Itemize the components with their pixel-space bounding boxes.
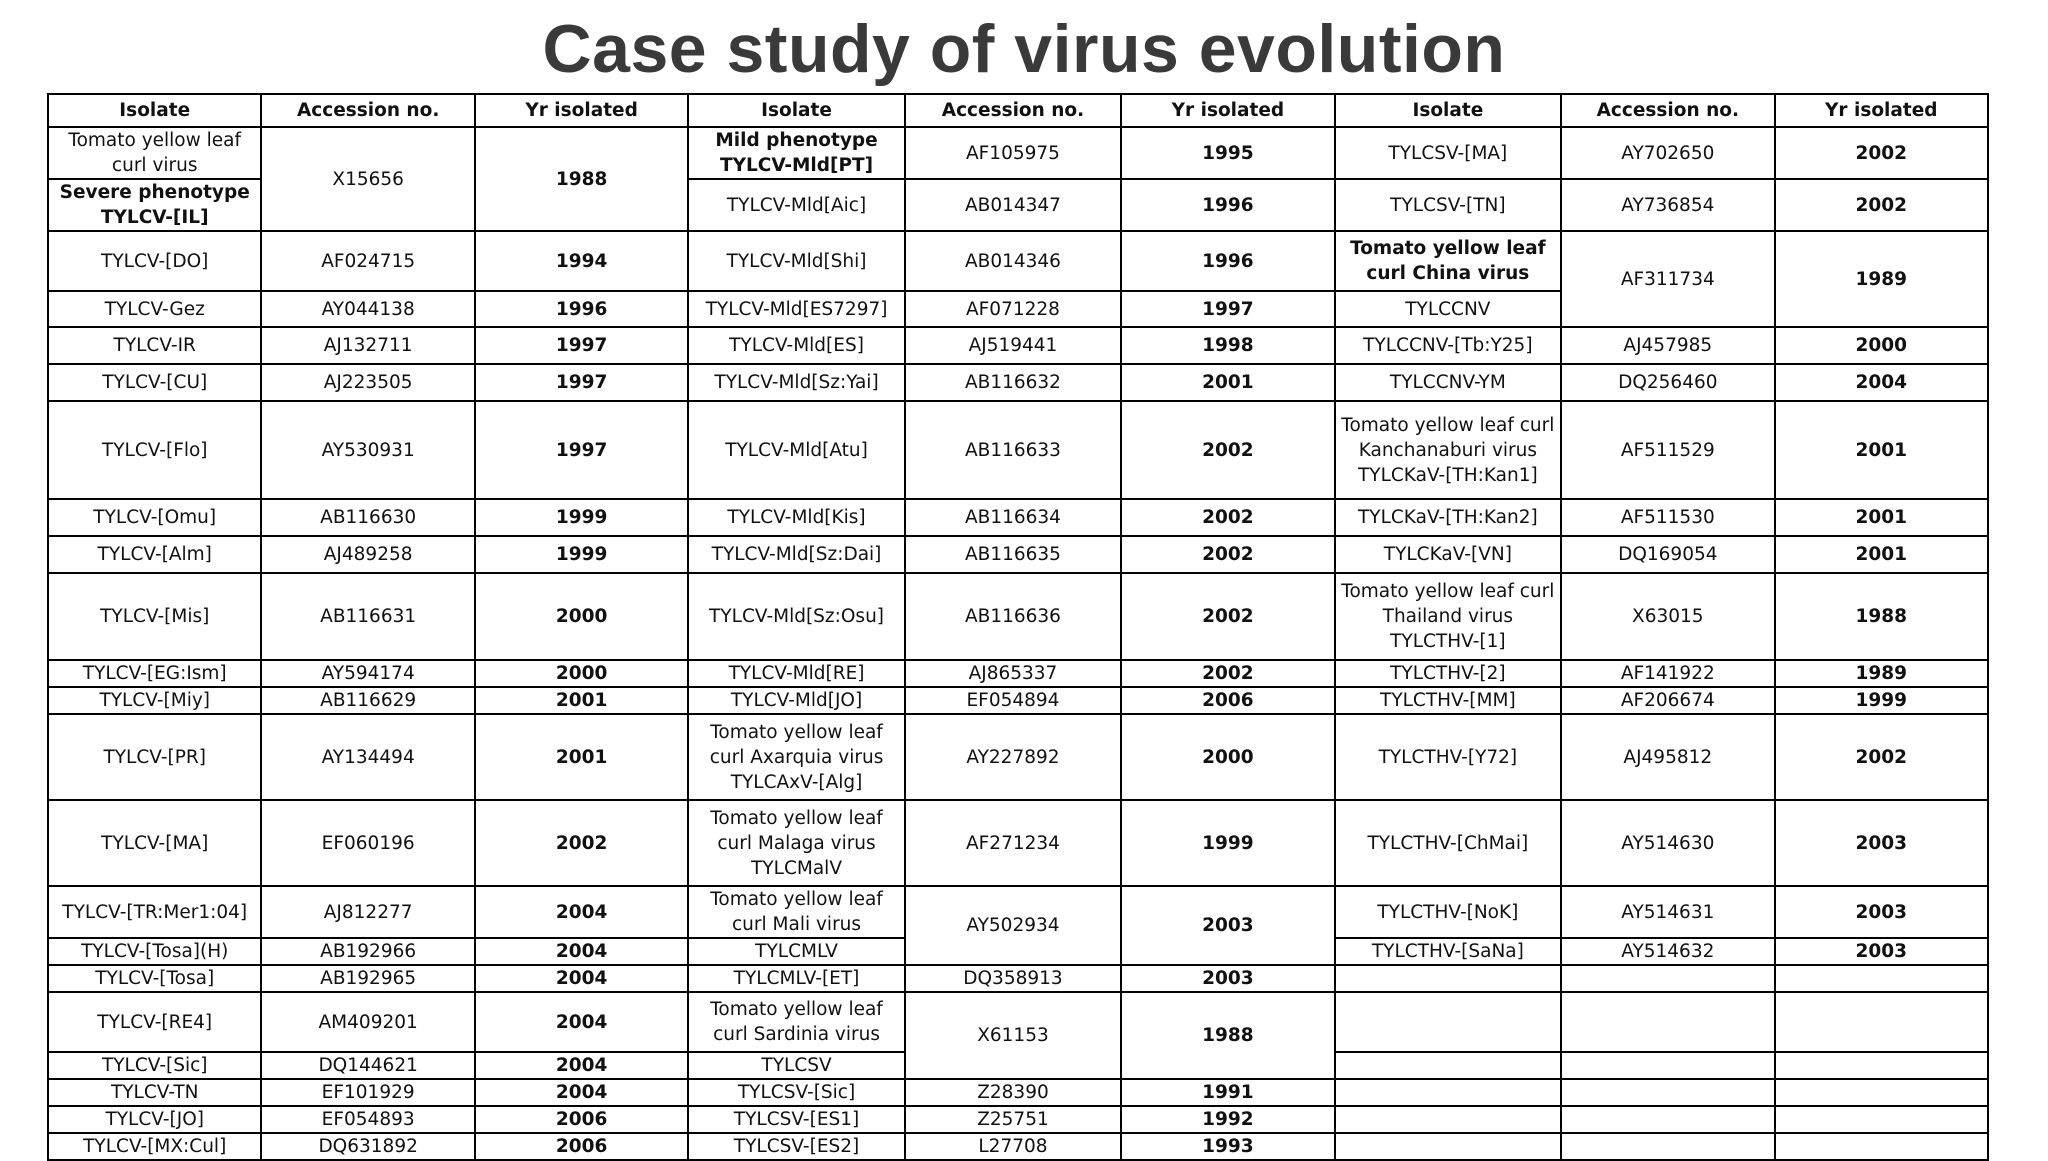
table-cell: AB116630 bbox=[261, 499, 474, 536]
table-cell: 2003 bbox=[1775, 938, 1988, 965]
table-cell: TYLCV-[Alm] bbox=[48, 536, 261, 573]
table-cell: 1988 bbox=[1121, 992, 1334, 1079]
header-year-1: Yr isolated bbox=[475, 94, 688, 127]
table-cell: 1996 bbox=[475, 291, 688, 327]
table-cell: Tomato yellow leaf curl Thailand virus TYLCTHV-[1] bbox=[1335, 573, 1561, 660]
table-cell: TYLCSV-[Sic] bbox=[688, 1079, 904, 1106]
header-isolate-2: Isolate bbox=[688, 94, 904, 127]
table-cell: AJ489258 bbox=[261, 536, 474, 573]
table-row bbox=[48, 1133, 1988, 1160]
table-cell: 1988 bbox=[475, 127, 688, 231]
header-year-2: Yr isolated bbox=[1121, 94, 1334, 127]
table-cell: 2004 bbox=[475, 992, 688, 1052]
table-cell: TYLCSV-[TN] bbox=[1335, 179, 1561, 231]
table-cell: TYLCV-[MA] bbox=[48, 800, 261, 886]
header-isolate-3: Isolate bbox=[1335, 94, 1561, 127]
table-cell: 2003 bbox=[1121, 965, 1334, 992]
table-cell: AJ865337 bbox=[905, 660, 1121, 687]
table-cell bbox=[1561, 1133, 1774, 1160]
table-cell: 1992 bbox=[1121, 1106, 1334, 1133]
table-cell: EF101929 bbox=[261, 1079, 474, 1106]
table-row bbox=[48, 231, 1988, 291]
table-cell: 1996 bbox=[1121, 179, 1334, 231]
header-accession-3: Accession no. bbox=[1561, 94, 1774, 127]
table-cell: AB014346 bbox=[905, 231, 1121, 291]
table-cell: AB116633 bbox=[905, 401, 1121, 499]
table-cell: AB192966 bbox=[261, 938, 474, 965]
table-cell: 2001 bbox=[1775, 401, 1988, 499]
table-cell: TYLCKaV-[TH:Kan2] bbox=[1335, 499, 1561, 536]
table-cell: AB116634 bbox=[905, 499, 1121, 536]
table-cell: 1999 bbox=[475, 536, 688, 573]
table-row bbox=[48, 364, 1988, 401]
table-cell: 2004 bbox=[475, 1079, 688, 1106]
table-cell: 2002 bbox=[1121, 573, 1334, 660]
table-cell: TYLCV-[DO] bbox=[48, 231, 261, 291]
table-cell: 1997 bbox=[1121, 291, 1334, 327]
table-cell: L27708 bbox=[905, 1133, 1121, 1160]
header-isolate-1: Isolate bbox=[48, 94, 261, 127]
table-cell: X63015 bbox=[1561, 573, 1774, 660]
table-cell: 2004 bbox=[475, 965, 688, 992]
table-cell: AY514630 bbox=[1561, 800, 1774, 886]
table-cell: TYLCV-[PR] bbox=[48, 714, 261, 800]
table-cell: AF311734 bbox=[1561, 231, 1774, 327]
table-cell: 2004 bbox=[475, 938, 688, 965]
table-cell bbox=[1561, 1052, 1774, 1079]
table-cell: Tomato yellow leaf curl China virus bbox=[1335, 231, 1561, 291]
table-cell: TYLCTHV-[MM] bbox=[1335, 687, 1561, 714]
table-row bbox=[48, 660, 1988, 687]
table-cell: 1989 bbox=[1775, 660, 1988, 687]
table-cell: TYLCV-Mld[Shi] bbox=[688, 231, 904, 291]
table-cell: TYLCV-[EG:Ism] bbox=[48, 660, 261, 687]
table-row bbox=[48, 127, 1988, 179]
table-cell: 2002 bbox=[1121, 499, 1334, 536]
table-row bbox=[48, 536, 1988, 573]
table-cell bbox=[1561, 1106, 1774, 1133]
table-cell: TYLCV-TN bbox=[48, 1079, 261, 1106]
table-cell: 1999 bbox=[1121, 800, 1334, 886]
table-cell: AB116635 bbox=[905, 536, 1121, 573]
table-cell: TYLCV-[RE4] bbox=[48, 992, 261, 1052]
table-cell bbox=[1561, 1079, 1774, 1106]
table-cell: AY134494 bbox=[261, 714, 474, 800]
table-cell bbox=[1561, 992, 1774, 1052]
table-cell: 2002 bbox=[1121, 660, 1334, 687]
table-cell: 2002 bbox=[1775, 179, 1988, 231]
table-cell: TYLCV-Mld[Atu] bbox=[688, 401, 904, 499]
table-cell: DQ358913 bbox=[905, 965, 1121, 992]
page-title: Case study of virus evolution bbox=[542, 11, 1506, 87]
table-cell: X61153 bbox=[905, 992, 1121, 1079]
table-cell: AB116631 bbox=[261, 573, 474, 660]
table-row bbox=[48, 1079, 1988, 1106]
table-cell: TYLCTHV-[Y72] bbox=[1335, 714, 1561, 800]
table-cell: TYLCTHV-[ChMai] bbox=[1335, 800, 1561, 886]
table-cell: AF206674 bbox=[1561, 687, 1774, 714]
table-cell: 2002 bbox=[1775, 127, 1988, 179]
virus-isolates-table bbox=[47, 93, 1989, 1161]
table-cell: 1999 bbox=[1775, 687, 1988, 714]
table-cell: 2000 bbox=[475, 660, 688, 687]
table-cell: AF071228 bbox=[905, 291, 1121, 327]
table-cell: AF271234 bbox=[905, 800, 1121, 886]
table-cell: Severe phenotype TYLCV-[IL] bbox=[48, 179, 261, 231]
table-cell: X15656 bbox=[261, 127, 474, 231]
table-cell: TYLCTHV-[2] bbox=[1335, 660, 1561, 687]
table-cell: TYLCV-[JO] bbox=[48, 1106, 261, 1133]
table-cell: TYLCMLV-[ET] bbox=[688, 965, 904, 992]
table-cell bbox=[1775, 1106, 1988, 1133]
table-row bbox=[48, 573, 1988, 660]
table-cell: TYLCV-Gez bbox=[48, 291, 261, 327]
table-cell bbox=[1775, 992, 1988, 1052]
table-cell: 2001 bbox=[1775, 499, 1988, 536]
table-cell: 2004 bbox=[475, 1052, 688, 1079]
table-cell: TYLCV-Mld[JO] bbox=[688, 687, 904, 714]
table-cell: DQ631892 bbox=[261, 1133, 474, 1160]
table-row bbox=[48, 965, 1988, 992]
table-cell: TYLCCNV bbox=[1335, 291, 1561, 327]
table-cell: TYLCV-Mld[Sz:Yai] bbox=[688, 364, 904, 401]
table-cell bbox=[1775, 965, 1988, 992]
table-cell: Tomato yellow leaf curl Malaga virus TYLCMalV bbox=[688, 800, 904, 886]
table-cell: 1997 bbox=[475, 327, 688, 364]
table-row bbox=[48, 687, 1988, 714]
table-cell: AJ812277 bbox=[261, 886, 474, 938]
table-cell: Tomato yellow leaf curl virus bbox=[48, 127, 261, 179]
table-cell: 2003 bbox=[1775, 800, 1988, 886]
table-row bbox=[48, 499, 1988, 536]
table-cell: TYLCV-Mld[Sz:Dai] bbox=[688, 536, 904, 573]
table-cell: TYLCV-Mld[ES7297] bbox=[688, 291, 904, 327]
table-cell: 1997 bbox=[475, 401, 688, 499]
table-cell: 1997 bbox=[475, 364, 688, 401]
table-cell: AF024715 bbox=[261, 231, 474, 291]
table-cell: DQ169054 bbox=[1561, 536, 1774, 573]
table-cell: AF105975 bbox=[905, 127, 1121, 179]
table-cell: AB014347 bbox=[905, 179, 1121, 231]
table-cell: 2000 bbox=[1775, 327, 1988, 364]
table-cell: TYLCMLV bbox=[688, 938, 904, 965]
table-row bbox=[48, 1106, 1988, 1133]
table-cell: 1993 bbox=[1121, 1133, 1334, 1160]
header-year-3: Yr isolated bbox=[1775, 94, 1988, 127]
table-cell: AJ457985 bbox=[1561, 327, 1774, 364]
table-cell bbox=[1335, 1106, 1561, 1133]
table-cell: EF054893 bbox=[261, 1106, 474, 1133]
table-body bbox=[48, 127, 1988, 1160]
table-cell: 2001 bbox=[475, 687, 688, 714]
table-cell: 2003 bbox=[1775, 886, 1988, 938]
header-accession-1: Accession no. bbox=[261, 94, 474, 127]
table-cell: 2000 bbox=[475, 573, 688, 660]
table-cell: AY502934 bbox=[905, 886, 1121, 965]
table-cell: EF054894 bbox=[905, 687, 1121, 714]
table-cell: TYLCV-[Flo] bbox=[48, 401, 261, 499]
table-cell: AB116636 bbox=[905, 573, 1121, 660]
table-cell: 2006 bbox=[475, 1106, 688, 1133]
table-cell: AJ519441 bbox=[905, 327, 1121, 364]
table-cell: TYLCV-[MX:Cul] bbox=[48, 1133, 261, 1160]
table-cell bbox=[1561, 965, 1774, 992]
table-cell: AB192965 bbox=[261, 965, 474, 992]
table-cell: 2001 bbox=[1775, 536, 1988, 573]
table-cell: 2003 bbox=[1121, 886, 1334, 965]
table-cell: 2002 bbox=[1121, 401, 1334, 499]
table-cell: AB116632 bbox=[905, 364, 1121, 401]
table-cell: TYLCV-[Miy] bbox=[48, 687, 261, 714]
table-cell: 1991 bbox=[1121, 1079, 1334, 1106]
table-cell: TYLCCNV-[Tb:Y25] bbox=[1335, 327, 1561, 364]
table-cell: 1996 bbox=[1121, 231, 1334, 291]
table-cell: 1988 bbox=[1775, 573, 1988, 660]
virus-isolates-table-container bbox=[47, 93, 1989, 1161]
table-cell: Z25751 bbox=[905, 1106, 1121, 1133]
table-cell bbox=[1335, 965, 1561, 992]
table-cell: TYLCV-[Sic] bbox=[48, 1052, 261, 1079]
table-cell: 1989 bbox=[1775, 231, 1988, 327]
table-cell: AY736854 bbox=[1561, 179, 1774, 231]
table-row bbox=[48, 327, 1988, 364]
table-cell: 1998 bbox=[1121, 327, 1334, 364]
table-cell bbox=[1335, 1133, 1561, 1160]
table-cell: DQ144621 bbox=[261, 1052, 474, 1079]
table-cell: AY514631 bbox=[1561, 886, 1774, 938]
table-cell: Tomato yellow leaf curl Axarquia virus TYLCAxV-[Alg] bbox=[688, 714, 904, 800]
table-cell bbox=[1335, 992, 1561, 1052]
table-row bbox=[48, 886, 1988, 938]
table-cell: TYLCV-Mld[Sz:Osu] bbox=[688, 573, 904, 660]
table-cell bbox=[1775, 1079, 1988, 1106]
table-cell: 1995 bbox=[1121, 127, 1334, 179]
table-cell: 2002 bbox=[1121, 536, 1334, 573]
table-cell: TYLCV-IR bbox=[48, 327, 261, 364]
table-cell: Tomato yellow leaf curl Mali virus bbox=[688, 886, 904, 938]
table-cell: TYLCSV bbox=[688, 1052, 904, 1079]
table-cell: AF511529 bbox=[1561, 401, 1774, 499]
table-cell: AY044138 bbox=[261, 291, 474, 327]
table-cell bbox=[1335, 1052, 1561, 1079]
table-cell: TYLCSV-[MA] bbox=[1335, 127, 1561, 179]
table-cell: TYLCV-[Mis] bbox=[48, 573, 261, 660]
table-cell: 2001 bbox=[475, 714, 688, 800]
table-cell: Tomato yellow leaf curl Kanchanaburi virus TYLCKaV-[TH:Kan1] bbox=[1335, 401, 1561, 499]
table-cell: EF060196 bbox=[261, 800, 474, 886]
table-cell: TYLCV-Mld[Aic] bbox=[688, 179, 904, 231]
table-cell: AF141922 bbox=[1561, 660, 1774, 687]
table-cell: 1999 bbox=[475, 499, 688, 536]
table-cell: TYLCTHV-[SaNa] bbox=[1335, 938, 1561, 965]
table-cell: 1994 bbox=[475, 231, 688, 291]
table-cell: AF511530 bbox=[1561, 499, 1774, 536]
table-cell: TYLCSV-[ES2] bbox=[688, 1133, 904, 1160]
table-cell: AJ132711 bbox=[261, 327, 474, 364]
table-cell: 2001 bbox=[1121, 364, 1334, 401]
header-row bbox=[48, 94, 1988, 127]
table-cell: AB116629 bbox=[261, 687, 474, 714]
table-row bbox=[48, 992, 1988, 1052]
table-cell: 2004 bbox=[475, 886, 688, 938]
table-row bbox=[48, 401, 1988, 499]
table-cell: AJ495812 bbox=[1561, 714, 1774, 800]
table-cell: 2004 bbox=[1775, 364, 1988, 401]
table-cell: DQ256460 bbox=[1561, 364, 1774, 401]
table-cell bbox=[1775, 1052, 1988, 1079]
table-cell: TYLCKaV-[VN] bbox=[1335, 536, 1561, 573]
table-cell: AY227892 bbox=[905, 714, 1121, 800]
table-cell: 2002 bbox=[475, 800, 688, 886]
table-cell: 2006 bbox=[1121, 687, 1334, 714]
table-cell: AM409201 bbox=[261, 992, 474, 1052]
table-cell: AY594174 bbox=[261, 660, 474, 687]
table-cell: TYLCV-[Omu] bbox=[48, 499, 261, 536]
table-cell bbox=[1775, 1133, 1988, 1160]
table-row bbox=[48, 714, 1988, 800]
table-cell: TYLCV-[Tosa] bbox=[48, 965, 261, 992]
table-cell: TYLCV-[TR:Mer1:04] bbox=[48, 886, 261, 938]
table-cell: AY514632 bbox=[1561, 938, 1774, 965]
table-cell: AJ223505 bbox=[261, 364, 474, 401]
table-cell: TYLCTHV-[NoK] bbox=[1335, 886, 1561, 938]
table-cell: TYLCV-Mld[Kis] bbox=[688, 499, 904, 536]
table-cell: AY530931 bbox=[261, 401, 474, 499]
table-cell: Z28390 bbox=[905, 1079, 1121, 1106]
table-cell: TYLCCNV-YM bbox=[1335, 364, 1561, 401]
table-cell: 2006 bbox=[475, 1133, 688, 1160]
table-cell: AY702650 bbox=[1561, 127, 1774, 179]
table-cell: Tomato yellow leaf curl Sardinia virus bbox=[688, 992, 904, 1052]
table-cell: TYLCSV-[ES1] bbox=[688, 1106, 904, 1133]
table-cell: 2000 bbox=[1121, 714, 1334, 800]
table-cell: Mild phenotype TYLCV-Mld[PT] bbox=[688, 127, 904, 179]
table-cell bbox=[1335, 1079, 1561, 1106]
table-row bbox=[48, 800, 1988, 886]
table-cell: 2002 bbox=[1775, 714, 1988, 800]
table-cell: TYLCV-[Tosa](H) bbox=[48, 938, 261, 965]
table-cell: TYLCV-Mld[ES] bbox=[688, 327, 904, 364]
table-cell: TYLCV-[CU] bbox=[48, 364, 261, 401]
table-cell: TYLCV-Mld[RE] bbox=[688, 660, 904, 687]
header-accession-2: Accession no. bbox=[905, 94, 1121, 127]
